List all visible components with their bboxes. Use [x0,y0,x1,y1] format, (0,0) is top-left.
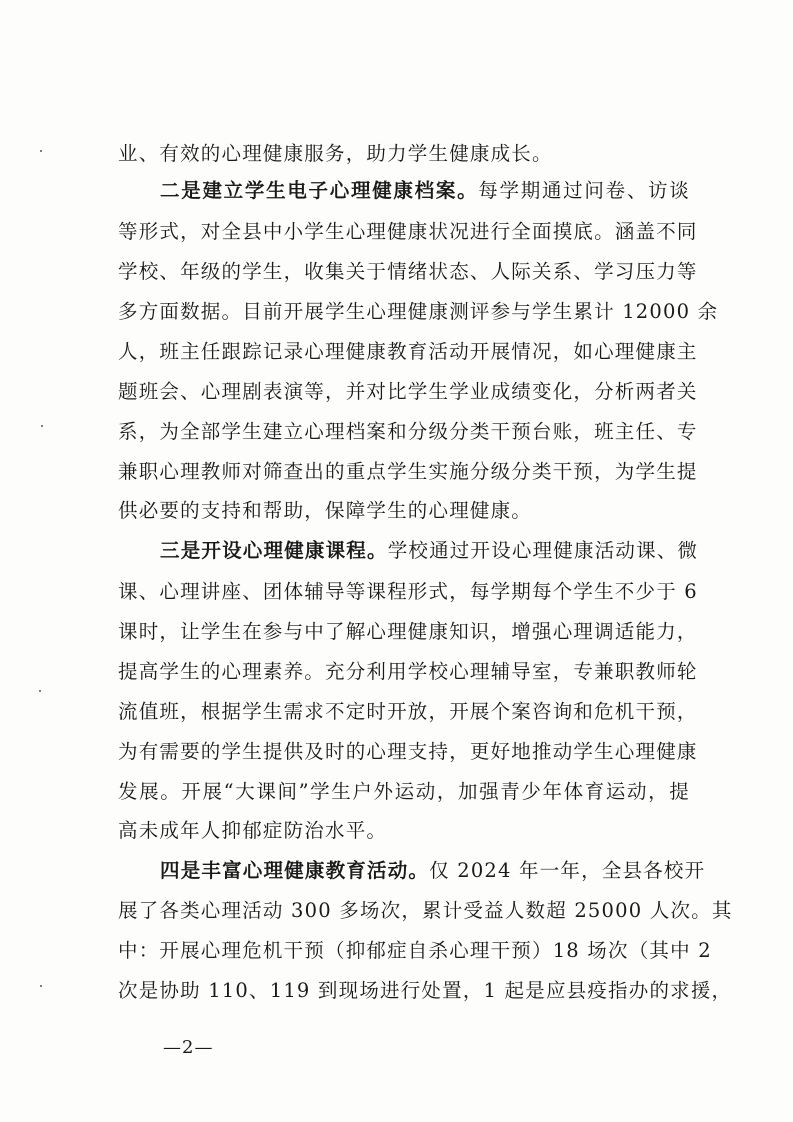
section-heading-2: 二是建立学生电子心理健康档案。 [160,179,479,202]
paragraph-text: 仅 2024 年一年，全县各校开 [429,859,706,882]
paragraph-line: 课时，让学生在参与中了解心理健康知识，增强心理调适能力， [118,620,698,643]
scan-speck [40,985,42,987]
paragraph-line: 发展。开展“大课间”学生户外运动，加强青少年体育运动，提 [118,780,690,803]
paragraph-line: 兼职心理教师对筛查出的重点学生实施分级分类干预，为学生提 [118,460,698,483]
paragraph-line [160,177,690,205]
section-heading-4: 四是丰富心理健康教育活动。 [160,859,430,882]
paragraph-line: 系，为全部学生建立心理档案和分级分类干预台账，班主任、专 [118,420,698,443]
scan-speck [41,425,43,427]
paragraph-line: 多方面数据。目前开展学生心理健康测评参与学生累计 12000 余 [118,300,719,323]
page-number: —2— [163,1037,214,1058]
paragraph-line: 供必要的支持和帮助，保障学生的心理健康。 [118,499,533,522]
paragraph-line [160,857,706,885]
paragraph-line [160,537,699,565]
scan-speck [39,690,41,692]
paragraph-line: 等形式，对全县中小学生心理健康状况进行全面摸底。涵盖不同 [118,220,698,243]
section-heading-3: 三是开设心理健康课程。 [160,539,388,562]
paragraph-line: 高未成年人抑郁症防治水平。 [118,819,388,842]
paragraph-line: 课、心理讲座、团体辅导等课程形式，每学期每个学生不少于 6 [118,580,698,603]
paragraph-line: 流值班，根据学生需求不定时开放，开展个案咨询和危机干预， [118,700,698,723]
paragraph-text: 学校通过开设心理健康活动课、微 [387,539,699,562]
paragraph-text: 每学期通过问卷、访谈 [478,179,690,202]
paragraph-line: 次是协助 110、119 到现场进行处置，1 起是应县疫指办的求援， [118,979,733,1002]
paragraph-line: 为有需要的学生提供及时的心理支持，更好地推动学生心理健康 [118,740,698,763]
paragraph-line: 业、有效的心理健康服务，助力学生健康成长。 [118,142,553,165]
paragraph-line: 中：开展心理危机干预（抑郁症自杀心理干预）18 场次（其中 2 [118,939,712,962]
paragraph-line: 题班会、心理剧表演等，并对比学生学业成绩变化，分析两者关 [118,380,698,403]
scan-speck [40,150,42,152]
paragraph-line: 人，班主任跟踪记录心理健康教育活动开展情况，如心理健康主 [118,340,698,363]
paragraph-line: 展了各类心理活动 300 多场次，累计受益人数超 25000 人次。其 [118,899,733,922]
paragraph-line: 学校、年级的学生，收集关于情绪状态、人际关系、学习压力等 [118,260,698,283]
paragraph-line: 提高学生的心理素养。充分利用学校心理辅导室，专兼职教师轮 [118,660,698,683]
